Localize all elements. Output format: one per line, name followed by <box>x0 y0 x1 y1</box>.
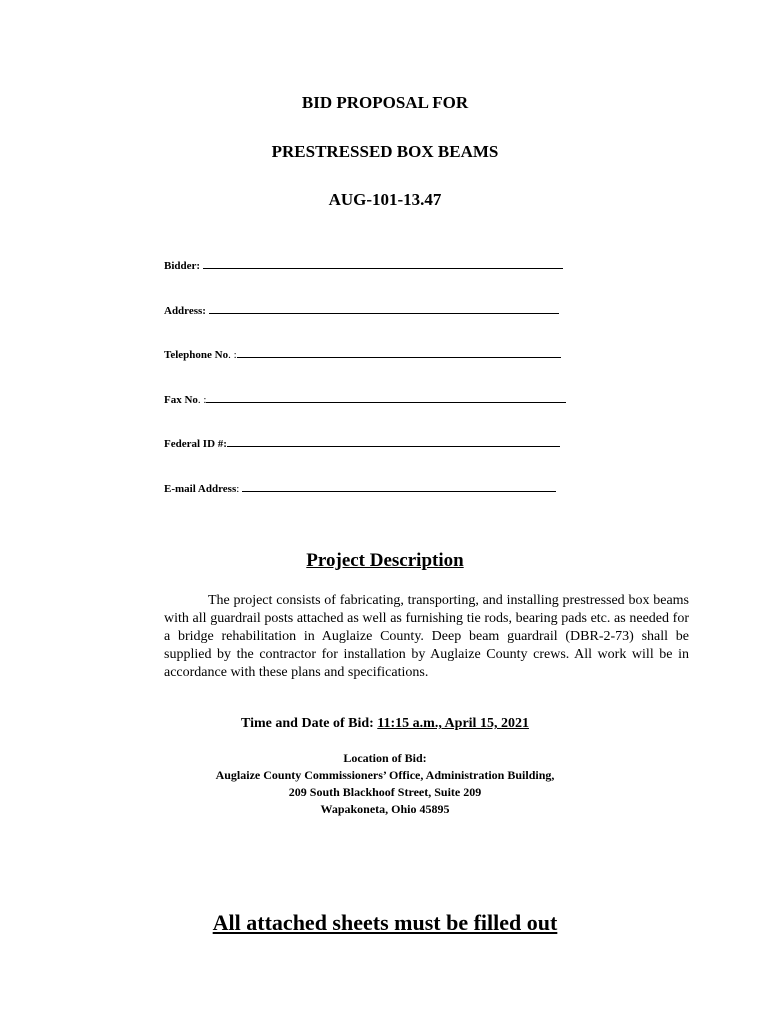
email-field[interactable]: E-mail Address: <box>164 482 556 495</box>
address-input-line[interactable] <box>209 304 559 314</box>
federal-id-field[interactable] <box>164 437 560 450</box>
email-input-line[interactable] <box>242 482 556 492</box>
bid-location-line-1: Auglaize County Commissioners’ Office, Administration Building, <box>215 768 555 782</box>
fax-field[interactable]: Fax No. : <box>164 393 566 406</box>
bid-location-line-3: Wapakoneta, Ohio 45895 <box>320 802 450 816</box>
bidder-input-line[interactable] <box>203 259 563 269</box>
telephone-label: Telephone No <box>164 349 229 361</box>
address-field[interactable] <box>164 304 559 317</box>
title-line-2: PRESTRESSED BOX BEAMS <box>271 142 499 161</box>
federal-id-input-line[interactable] <box>227 437 560 447</box>
title-line-3: AUG-101-13.47 <box>328 190 442 209</box>
bid-time-label: Time and Date of Bid: <box>241 716 374 731</box>
bidder-label: Bidder: <box>164 260 201 272</box>
bid-time-value: 11:15 a.m., April 15, 2021 <box>377 716 529 731</box>
title-line-1: BID PROPOSAL FOR <box>301 93 469 112</box>
address-label: Address: <box>164 305 206 317</box>
federal-id-label: Federal ID #: <box>164 438 227 450</box>
telephone-input-line[interactable] <box>237 348 561 358</box>
bid-time-line <box>0 716 770 732</box>
email-label: E-mail Address <box>164 483 237 495</box>
bid-location <box>0 750 770 818</box>
fax-label: Fax No <box>164 394 198 406</box>
project-description-heading: Project Description <box>306 550 464 571</box>
bid-location-line-2: 209 South Blackhoof Street, Suite 209 <box>288 785 482 799</box>
bid-location-label: Location of Bid: <box>343 751 427 765</box>
bidder-field[interactable] <box>164 259 563 272</box>
attached-sheets-notice: All attached sheets must be filled out <box>212 910 558 935</box>
fax-input-line[interactable] <box>206 393 566 403</box>
telephone-field[interactable]: Telephone No. : <box>164 348 561 361</box>
project-description-body: The project consists of fabricating, transporting, and installing prestressed box beams with all guardrail posts attached as well as furnishing tie rods, bearing pads etc. as needed for a bridge rehabilitation in Auglaize County. Deep beam guardrail (DBR-2-73) shall be supplied by the contractor for installation by Auglaize County crews. All work will be in accordance with these plans and specifications. <box>164 593 689 680</box>
